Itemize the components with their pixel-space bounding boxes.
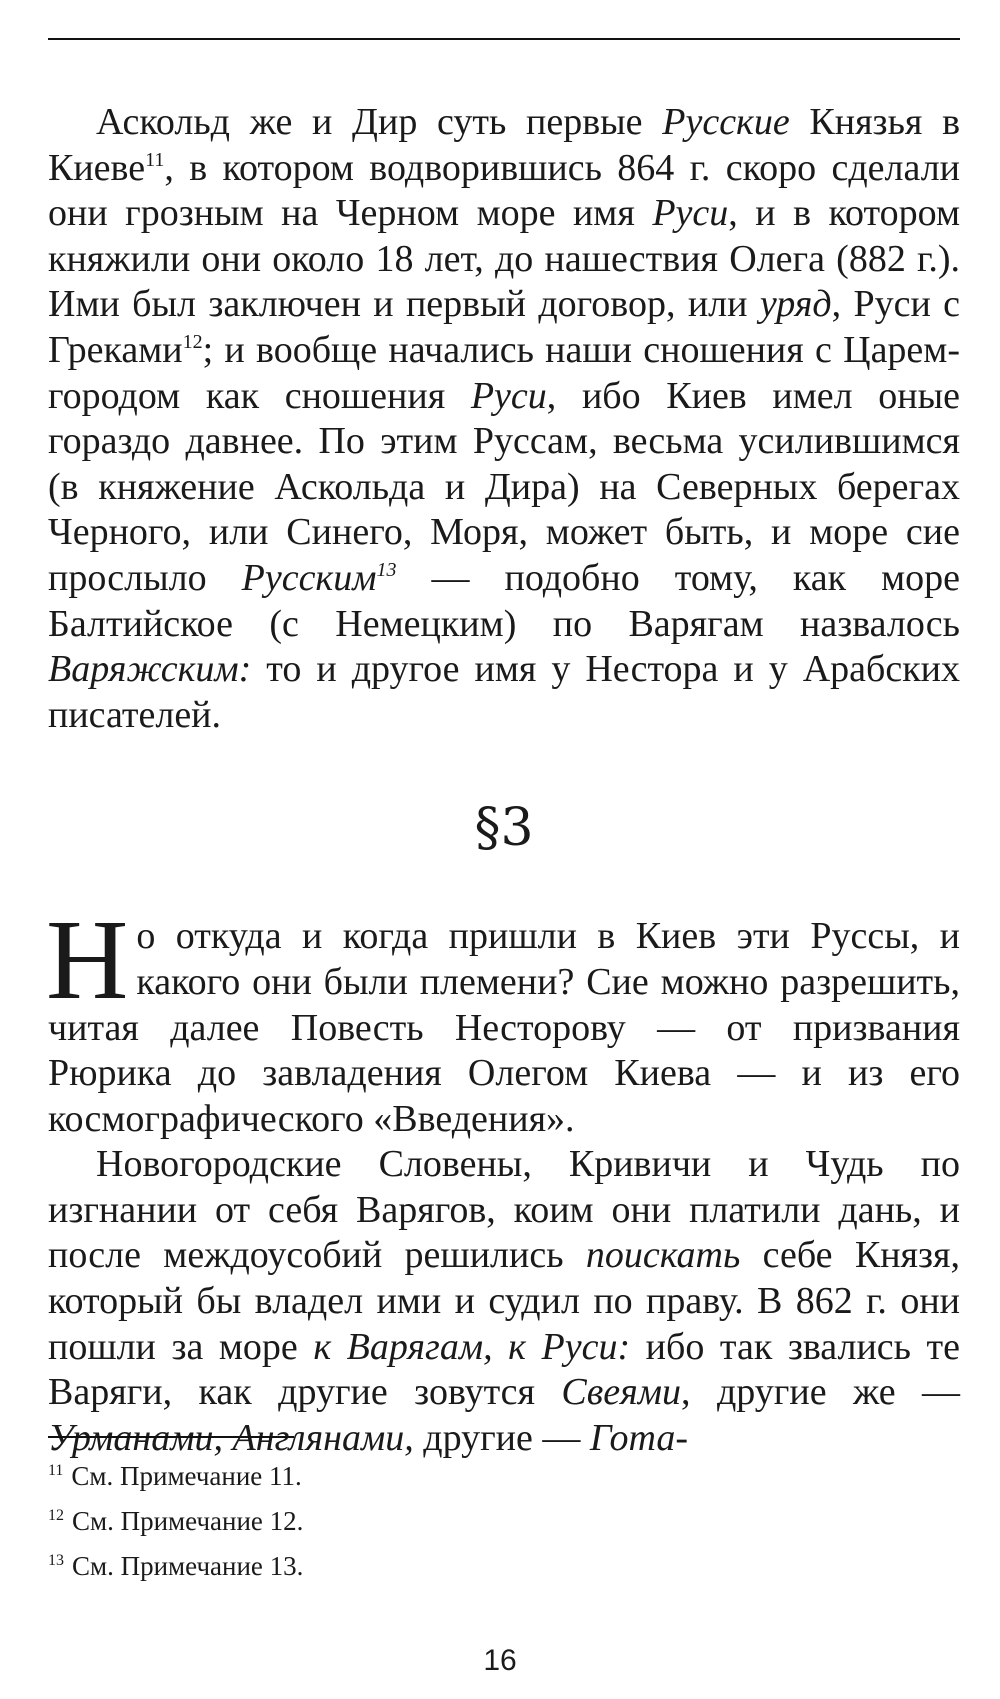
italic-run: уряд xyxy=(759,283,832,326)
text-run: ибо так звались те Варяги, как другие зовутся xyxy=(48,1325,960,1414)
text-run: , Руси с Греками xyxy=(48,283,961,371)
italic-run: Урманами, Англянами, xyxy=(48,1416,414,1459)
text-run: , другие же — xyxy=(681,1371,961,1414)
text-run: , и в котором княжили они около 18 лет, до нашествия Олега (882 г.). Ими был заключен и первый договор, или xyxy=(48,192,960,326)
footnote-number: 13 xyxy=(48,1552,64,1569)
italic-run: Русские xyxy=(662,101,790,143)
italic-run: к Варягам, к Руси: xyxy=(313,1325,631,1368)
text-run: , ибо Киев имел оные гораздо давнее. По этим Руссам, весьма усилившимся (в княжение Аскольда и Дира) на Северных берегах Черного, или Синего, Моря, может быть, и море сие прослыло xyxy=(48,374,960,599)
text-run: то и другое имя у Нестора и у Арабских писателей. xyxy=(48,648,960,736)
paragraph-2 xyxy=(46,896,960,1142)
footnote-text: См. Примечание 11. xyxy=(71,1461,302,1491)
footnote-13 xyxy=(48,1542,960,1585)
text-run: ; и вообще начались наши сношения с Царем-городом как сношения xyxy=(48,328,960,417)
footnote-number: 12 xyxy=(48,1507,64,1524)
italic-run: Варяжским: xyxy=(48,648,252,691)
italic-run: поискать xyxy=(585,1234,741,1277)
italic-run: Гота- xyxy=(589,1416,689,1459)
text-run: себе Князя, который бы владел ими и судил по праву. В 862 г. они пошли за море xyxy=(48,1234,960,1368)
page-body xyxy=(48,100,960,1461)
italic-run: Свеями xyxy=(561,1371,682,1414)
footnote-rule xyxy=(48,1436,294,1438)
footnote-number: 11 xyxy=(48,1462,64,1479)
footnote-text: См. Примечание 13. xyxy=(72,1551,304,1581)
footnotes xyxy=(48,1436,960,1587)
section-heading: §3 xyxy=(474,798,534,859)
text-run: другие — xyxy=(413,1416,590,1459)
footnote-ref-11[interactable]: 11 xyxy=(145,148,165,171)
footnote-11 xyxy=(48,1452,960,1495)
paragraph-3 xyxy=(48,1142,960,1461)
text-run: — подобно тому, как море Балтийское (с Немецким) по Варягам назвалось xyxy=(48,556,961,645)
drop-cap: Н xyxy=(46,896,129,1024)
footnote-ref-12[interactable]: 12 xyxy=(182,330,203,353)
page-number: 16 xyxy=(483,1644,517,1677)
italic-run: Руси xyxy=(652,192,729,235)
text-run: , в котором водворившись 864 г. скоро сделали они грозным на Черном море имя xyxy=(48,146,960,235)
header-rule xyxy=(48,38,960,40)
footnote-ref-13[interactable]: 13 xyxy=(376,558,397,581)
text-run: Новогородские Словены, Кривичи и Чудь по изгнании от себя Варягов, коим они платили дань, и после междоусобий решились xyxy=(48,1143,960,1277)
italic-run: Русским xyxy=(241,556,377,599)
italic-run: Руси xyxy=(470,374,547,417)
footnote-12 xyxy=(48,1497,960,1540)
footnote-text: См. Примечание 12. xyxy=(72,1506,304,1536)
text-run: Аскольд же и Дир суть первые xyxy=(96,101,663,143)
paragraph-1 xyxy=(48,100,960,738)
text-run: Князья в Киеве xyxy=(48,101,961,189)
text-run: о откуда и когда пришли в Киев эти Руссы, и какого они были племени? Сие можно разрешить, читая далее Повесть Несторову — от призвания Рюрика до завладения Олегом Киева — и из его космографического «Введения». xyxy=(48,915,960,1140)
